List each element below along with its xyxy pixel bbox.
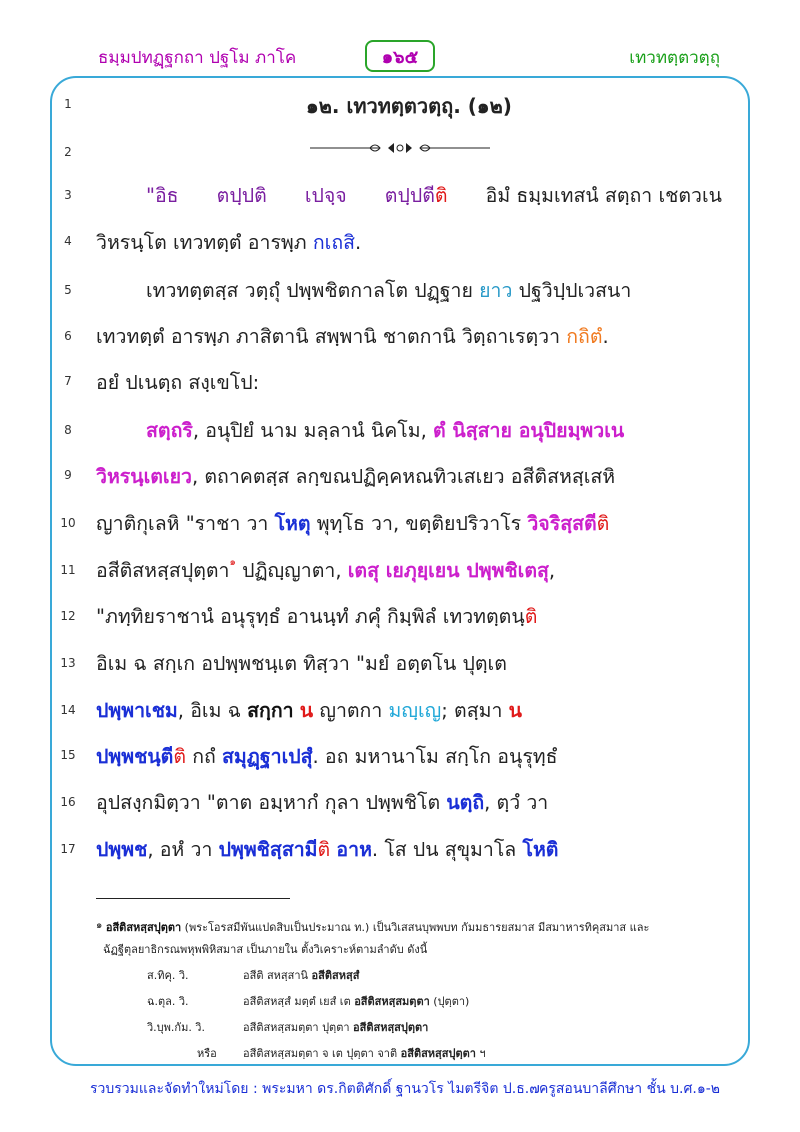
iti-particle: ติ	[596, 512, 610, 535]
text-line-15	[96, 741, 722, 772]
word-highlight: สตฺถริ	[146, 419, 193, 442]
pali-text: , ตถาคตสฺส ลกฺขณปฏิคฺคหณทิวเสเยว อสีติสหสฺเสหิ	[191, 465, 616, 488]
punct: ,	[548, 559, 556, 582]
analysis-plain: อสีติสหสฺสํ มตฺตํ เยสํ เต	[243, 995, 355, 1008]
word-highlight: ปพฺพชิสฺสามี	[218, 838, 318, 861]
footer-course: ครูสอนบาลีศึกษา ชั้น บ.ศ.๑-๒	[538, 1081, 720, 1097]
analysis-text	[243, 966, 359, 984]
word-highlight: ปพฺพชนฺตี	[96, 745, 174, 768]
text-line-16	[96, 787, 722, 818]
line-number: 12	[60, 609, 76, 623]
pali-text: "ภทฺทิยราชานํ อนุรุทฺธํ อานนฺทํ ภคุํ กิมฺพิลํ เทวทตฺตนฺ	[96, 605, 525, 628]
analysis-label: ฉ.ตุล. วิ.	[147, 995, 189, 1008]
pali-text: ญาติกุเลหิ "ราชา วา	[96, 512, 275, 535]
text-line-11	[96, 555, 722, 586]
punct: .	[355, 231, 362, 254]
footnote-term: อสีติสหสฺสปุตฺตา	[105, 921, 182, 934]
text-line-12	[96, 601, 722, 632]
analysis-label: หรือ	[197, 1047, 217, 1060]
analysis-text	[243, 1044, 486, 1062]
line-number: 4	[64, 234, 72, 248]
iti-particle: ติ	[317, 838, 331, 861]
pali-word: ตปฺปติ	[216, 184, 267, 207]
analysis-after: (ปุตฺตา)	[429, 995, 470, 1008]
analysis-after: ฯ	[475, 1047, 486, 1060]
analysis-label: ส.ทิคุ. วิ.	[147, 969, 189, 982]
footnote-ref[interactable]: ๑	[229, 557, 236, 568]
word-highlight: กถิตํ	[566, 325, 603, 348]
line-number: 10	[60, 516, 76, 530]
pali-text: . อถ มหานาโม สกฺโก อนุรุทฺธํ	[312, 745, 558, 768]
text-line-7: อยํ ปเนตฺถ สงฺเขโป:	[96, 371, 260, 394]
footnote-text: (พระโอรสมีพันแปดสิบเป็นประมาณ ท.) เป็นวิเสสนบุพพบท กัมมธารยสมาส มีสมาหารทิคุสมาส และ	[181, 921, 650, 934]
pali-text: เทวทตฺตสฺส วตฺถุํ ปพฺพชิตกาลโต ปฏฺฐาย	[146, 279, 480, 302]
analysis-result: อสีติสหสฺสมตฺตา	[354, 995, 430, 1008]
analysis-result: อสีติสหสฺสํ	[311, 969, 360, 982]
text-line-17	[96, 834, 722, 865]
line-number: 2	[64, 145, 72, 159]
iti-particle: ติ	[173, 745, 186, 768]
word-highlight: วิหรนฺเตเยว	[96, 465, 192, 488]
pali-text: . โส ปน สุขุมาโล	[371, 838, 523, 861]
header-book-title: ธมฺมปทฏฺฐกถา ปฐโม ภาโค	[98, 48, 297, 68]
word-highlight: น	[299, 699, 314, 722]
analysis-result: อสีติสหสฺสปุตฺตา	[353, 1021, 429, 1034]
pali-text: เทวทตฺตํ อารพฺภ ภาสิตานิ สพฺพานิ ชาตกานิ วิตฺถาเรตฺวา	[96, 325, 567, 348]
pali-text: , อิเม ฉ	[177, 699, 248, 722]
line-number: 7	[64, 374, 72, 388]
footnote-line-2: ฉัฏฐีตุลยาธิกรณพหุพพิหิสมาส เป็นภายใน ตั้งวิเคราะห์ตามลำดับ ดังนี้	[103, 943, 428, 956]
line-number: 6	[64, 329, 72, 343]
pali-text: ญาตกา	[313, 699, 389, 722]
analysis-text	[243, 1018, 428, 1036]
word-highlight: โหติ	[522, 838, 559, 861]
ornament-divider-icon	[310, 141, 490, 155]
punct: .	[602, 325, 609, 348]
page-number-badge: ๑๖๕	[365, 40, 435, 72]
pali-text: พุทฺโธ วา, ขตฺติยปริวาโร	[310, 512, 528, 535]
line-number: 15	[60, 748, 76, 762]
iti-particle: ติ	[434, 184, 448, 207]
footnote-divider	[96, 898, 290, 899]
word-highlight: เตสุ เยภุยฺเยน ปพฺพชิเตสุ	[347, 559, 549, 582]
text-line-4	[96, 227, 722, 258]
iti-particle: ติ	[524, 605, 538, 628]
analysis-label: วิ.บุพ.กัม. วิ.	[147, 1021, 205, 1034]
text-line-9	[96, 461, 722, 492]
line-number: 13	[60, 656, 76, 670]
line-number: 14	[60, 703, 76, 717]
pali-text: , ตฺวํ วา	[484, 791, 549, 814]
pali-text: , อหํ วา	[147, 838, 219, 861]
pali-text: อุปสงฺกมิตฺวา "ตาต อมฺหากํ กุลา ปพฺพชิโต	[96, 791, 447, 814]
pali-word: เปจฺจ	[304, 184, 347, 207]
text-line-3	[146, 180, 722, 211]
word-highlight: ปพฺพช	[96, 838, 148, 861]
analysis-plain: อสีติสหสฺสมตฺตา จ เต ปุตฺตา จาติ	[243, 1047, 401, 1060]
text-line-10	[96, 508, 722, 539]
pali-word: "อิธ	[146, 184, 179, 207]
line-number: 8	[64, 423, 72, 437]
pali-text: ปฏิญฺญาตา,	[242, 559, 348, 582]
line-number: 9	[64, 468, 72, 482]
word-highlight: สมุฏฺฐาเปสุํ	[222, 745, 313, 768]
text-line-8	[146, 415, 722, 446]
word-highlight: นตฺถิ	[446, 791, 485, 814]
word-highlight: โหตุ	[274, 512, 311, 535]
text-line-13: อิเม ฉ สกฺเก อปพฺพชนฺเต ทิสฺวา "มยํ อตฺตโน ปุตฺเต	[96, 652, 507, 675]
word-highlight: มญฺเญ	[388, 699, 442, 722]
pali-text: ; ตสฺมา	[441, 699, 509, 722]
word-highlight: น	[508, 699, 522, 722]
header-chapter-title: เทวทตฺตวตฺถุ	[629, 48, 720, 68]
text-line-5	[146, 275, 722, 306]
line-number: 11	[60, 563, 76, 577]
footnote-marker: ๑	[96, 920, 103, 931]
footnote-line-1	[96, 918, 722, 936]
analysis-plain: อสีติสหสฺสมตฺตา ปุตฺตา	[243, 1021, 354, 1034]
pali-text: ปฐวิปฺปเวสนา	[512, 279, 632, 302]
analysis-result: อสีติสหสฺสปุตฺตา	[400, 1047, 476, 1060]
line-number: 1	[64, 97, 72, 111]
word-highlight: อาห	[336, 838, 372, 861]
pali-text: วิหรนฺโต เทวทตฺตํ อารพฺภ	[96, 231, 313, 254]
text-line-6	[96, 321, 722, 352]
analysis-text	[243, 992, 469, 1010]
line-number: 3	[64, 188, 72, 202]
pali-text: กถํ	[186, 745, 223, 768]
analysis-plain: อสีติ สหสฺสานิ	[243, 969, 312, 982]
pali-text: อิมํ ธมฺมเทสนํ สตฺถา เชตวเน	[485, 184, 722, 207]
pali-text: อสีติสหสฺสปุตฺตา	[96, 559, 230, 582]
word-highlight: ตํ นิสฺสาย อนุปิยมฺพวเน	[432, 419, 625, 442]
line-number: 17	[60, 842, 76, 856]
line-number: 5	[64, 283, 72, 297]
word-highlight: สกฺกา	[247, 699, 294, 722]
verb-highlight: กเถสิ	[312, 231, 356, 254]
pali-word: ตปฺปตี	[384, 184, 435, 207]
line-number: 16	[60, 795, 76, 809]
footer-compiler: รวบรวมและจัดทำใหม่โดย : พระมหา ดร.กิตติศักดิ์ ฐานวโร ไมตรีจิต ป.ธ.๗	[90, 1081, 540, 1097]
text-line-14	[96, 695, 722, 726]
word-highlight: ยาว	[479, 279, 513, 302]
story-title: ๑๒. เทวทตฺตวตฺถุ. (๑๒)	[306, 94, 512, 118]
word-highlight: วิจริสฺสตี	[527, 512, 597, 535]
pali-text: , อนุปิยํ นาม มลฺลานํ นิคโม,	[192, 419, 433, 442]
word-highlight: ปพฺพาเชม	[96, 699, 178, 722]
